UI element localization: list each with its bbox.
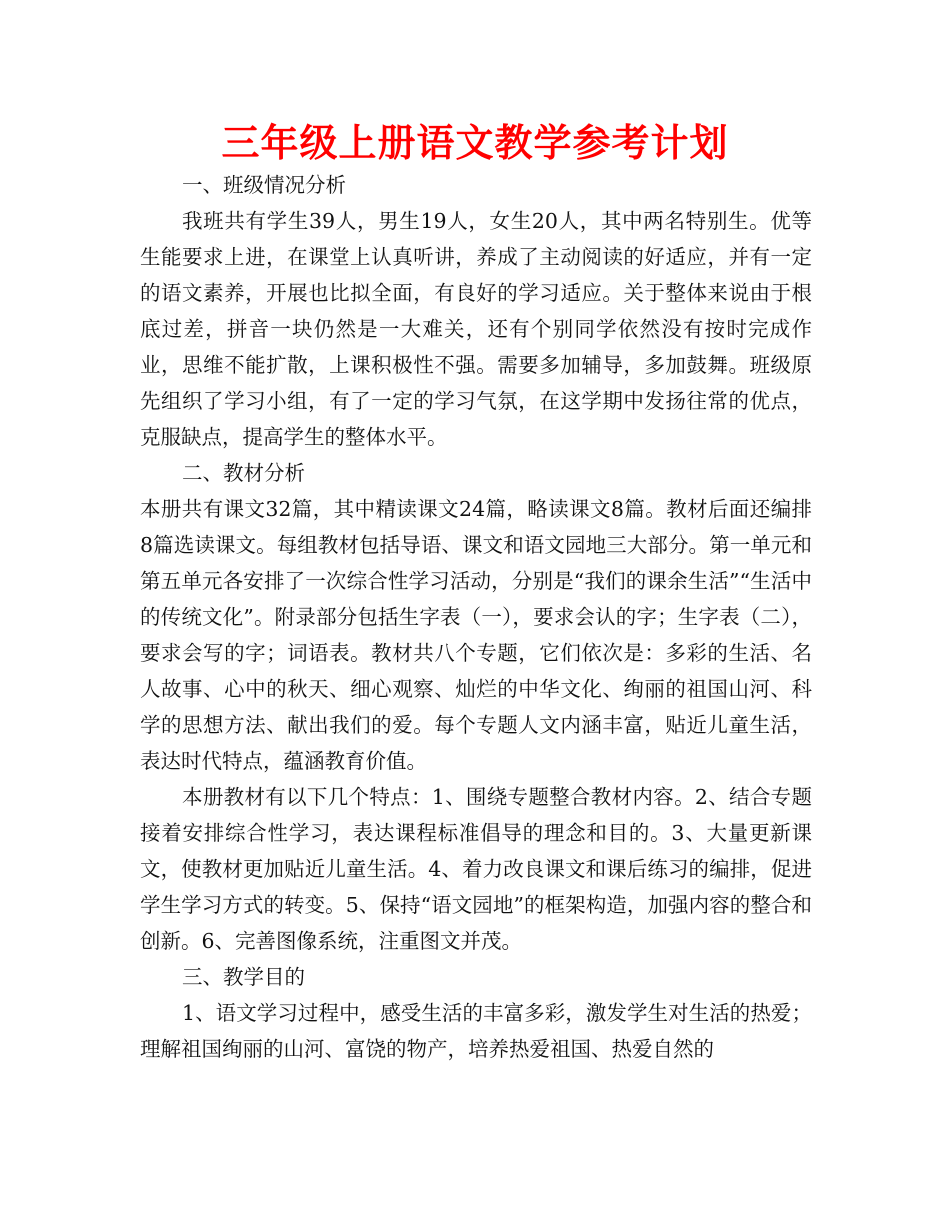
section-heading-teaching-goals: 三、教学目的 xyxy=(182,965,305,989)
document-title: 三年级上册语文教学参考计划 xyxy=(221,121,729,165)
section-heading-class-analysis: 一、班级情况分析 xyxy=(182,173,346,197)
paragraph-textbook-features: 本册教材有以下几个特点：1、围绕专题整合教材内容。2、结合专题接着安排综合性学习，表达课程标准倡导的理念和目的。3、大量更新课文，使教材更加贴近儿童生活。4、着力改良课文和课后练习的编排，促进学生学习方式的转变。5、保持“语文园地”的框架构造，加强内容的整合和创新。6、完善图像系统，注重图文并茂。 xyxy=(140,785,812,953)
section-heading-textbook-analysis: 二、教材分析 xyxy=(182,461,305,485)
paragraph-class-analysis: 我班共有学生39人，男生19人，女生20人，其中两名特别生。优等生能要求上进，在课堂上认真听讲，养成了主动阅读的好适应，并有一定的语文素养，开展也比拟全面，有良好的学习适应。关于整体来说由于根底过差，拼音一块仍然是一大难关，还有个别同学依然没有按时完成作业，思维不能扩散，上课积极性不强。需要多加辅导，多加鼓舞。班级原先组织了学习小组，有了一定的学习气氛，在这学期中发扬往常的优点，克服缺点，提高学生的整体水平。 xyxy=(140,209,812,449)
paragraph-textbook-overview: 本册共有课文32篇，其中精读课文24篇，略读课文8篇。教材后面还编排8篇选读课文。每组教材包括导语、课文和语文园地三大部分。第一单元和第五单元各安排了一次综合性学习活动，分别是“我们的课余生活”“生活中的传统文化”。附录部分包括生字表（一），要求会认的字；生字表（二），要求会写的字；词语表。教材共八个专题，它们依次是：多彩的生活、名人故事、心中的秋天、细心观察、灿烂的中华文化、绚丽的祖国山河、科学的思想方法、献出我们的爱。每个专题人文内涵丰富，贴近儿童生活，表达时代特点，蕴涵教育价值。 xyxy=(140,497,812,773)
paragraph-teaching-goals: 1、语文学习过程中，感受生活的丰富多彩，激发学生对生活的热爱；理解祖国绚丽的山河、富饶的物产，培养热爱祖国、热爱自然的 xyxy=(140,1001,812,1061)
document-body xyxy=(140,167,812,1067)
